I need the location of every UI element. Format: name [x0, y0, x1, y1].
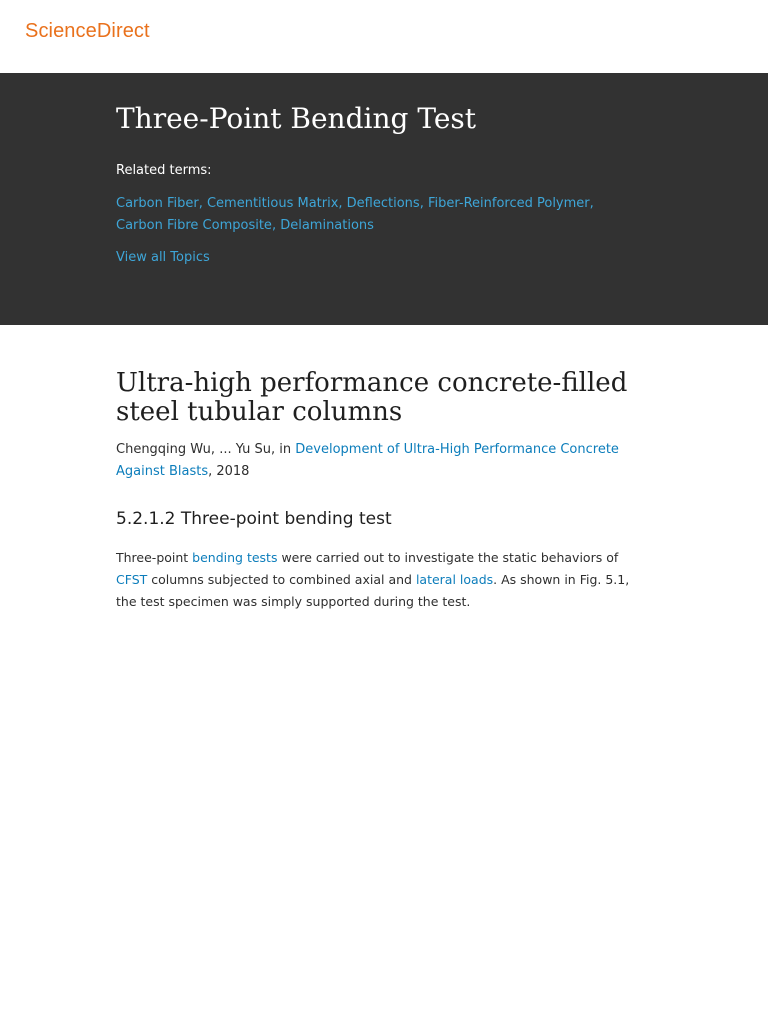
top-bar [0, 0, 768, 73]
sciencedirect-logo[interactable]: ScienceDirect [25, 20, 150, 42]
cfst-link[interactable]: CFST [116, 572, 148, 587]
related-term-separator: , [419, 196, 428, 211]
excerpt-text: . As shown in Fig. 5.1, the test specimen was simply supported during the test. [116, 572, 630, 609]
related-term-link[interactable]: Fiber-Reinforced Polymer [427, 196, 590, 211]
related-term-separator: , [271, 218, 281, 233]
bending-tests-link[interactable]: bending tests [192, 550, 278, 565]
article-authors: Chengqing Wu, ... Yu Su, in [116, 442, 296, 457]
excerpt-text: Three-point [116, 550, 193, 565]
related-term-separator: , [589, 196, 594, 211]
related-term-separator: , [338, 196, 347, 211]
related-term-link[interactable]: Delaminations [280, 218, 374, 233]
topic-title: Three-Point Bending Test [116, 102, 477, 135]
article-content [0, 325, 768, 1024]
lateral-loads-link[interactable]: lateral loads [415, 572, 494, 587]
section-heading: 5.2.1.2 Three-point bending test [116, 509, 392, 529]
article-title-link[interactable]: Ultra-high performance concrete-filled steel tubular columns [116, 368, 628, 427]
book-title-link[interactable]: Development of Ultra-High Performance Concrete Against Blasts [116, 442, 619, 479]
related-term-link[interactable]: Cementitious Matrix [206, 196, 339, 211]
related-term-link[interactable]: Carbon Fiber [116, 196, 199, 211]
article-byline [116, 439, 636, 483]
excerpt-text: columns subjected to combined axial and [147, 572, 416, 587]
related-term-separator: , [198, 196, 207, 211]
article-excerpt [116, 547, 644, 613]
view-all-topics-link[interactable]: View all Topics [116, 250, 210, 265]
topic-hero [0, 73, 768, 325]
related-terms-list [116, 193, 644, 237]
excerpt-text: were carried out to investigate the static behaviors of [277, 550, 619, 565]
related-term-link[interactable]: Carbon Fibre Composite [116, 218, 272, 233]
article-year: , 2018 [208, 464, 250, 479]
related-term-link[interactable]: Deflections [346, 196, 420, 211]
related-terms-label: Related terms: [116, 163, 212, 178]
